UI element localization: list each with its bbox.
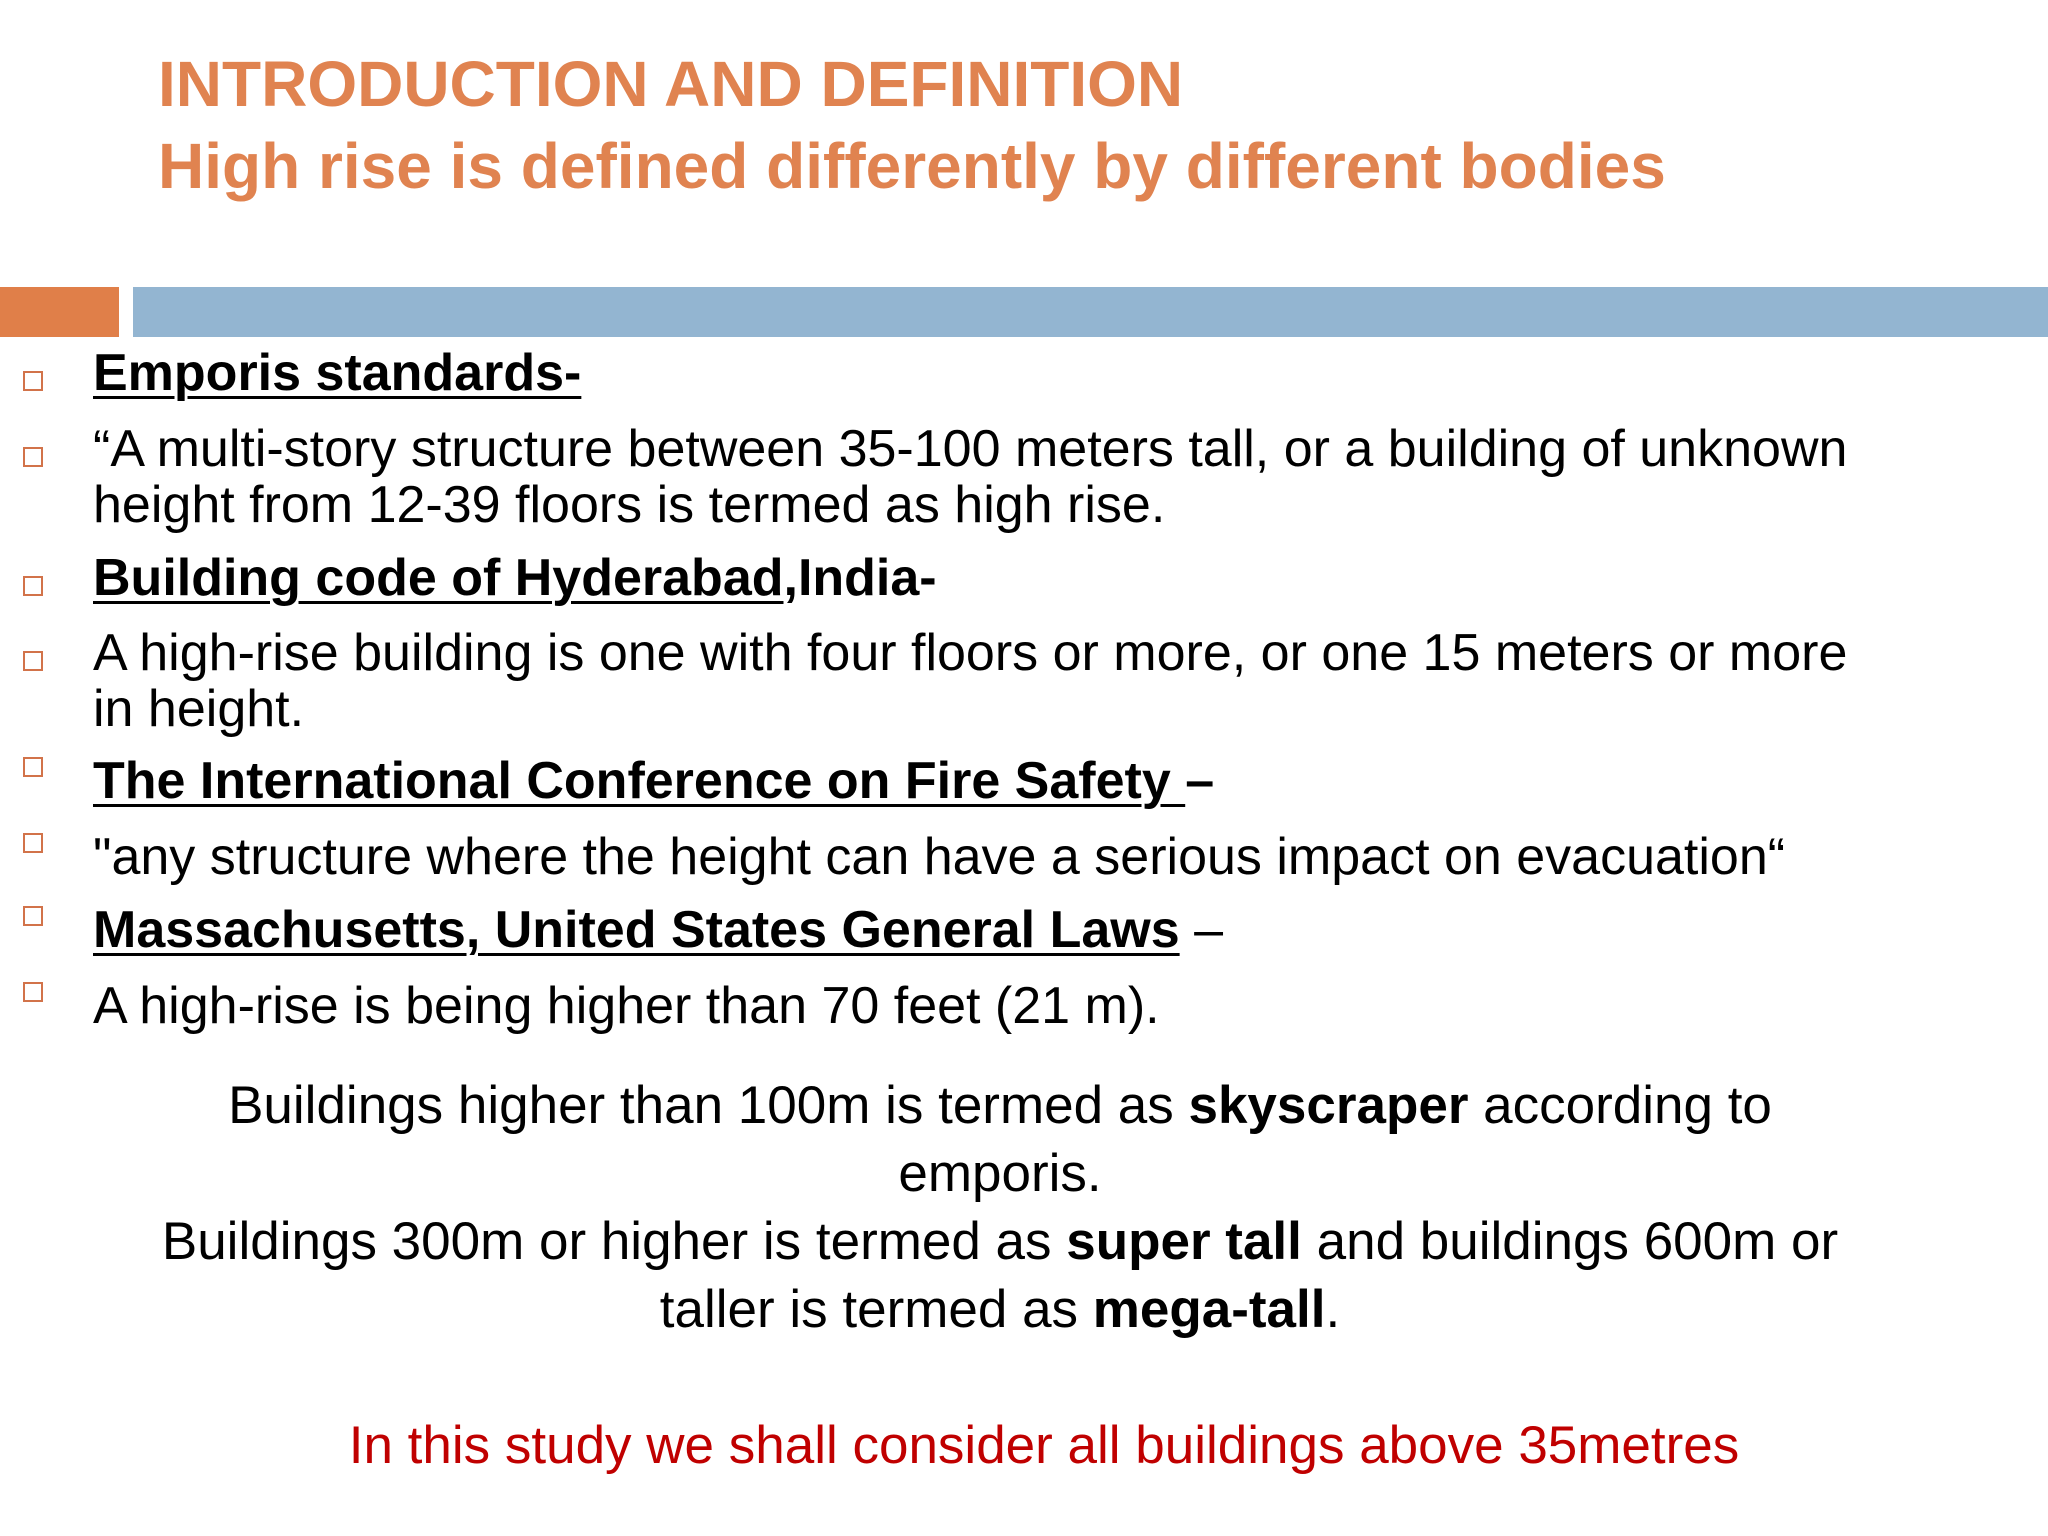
square-bullet-icon — [23, 371, 43, 391]
header-divider-bar — [133, 287, 2048, 337]
square-bullet-icon — [23, 833, 43, 853]
supertall-line2 — [0, 1276, 2000, 1344]
icfs-definition: "any structure where the height can have a serious impact on evacuation“ — [93, 828, 1786, 886]
square-bullet-icon — [23, 447, 43, 467]
emporis-definition — [93, 421, 2028, 533]
supertall-term: super tall — [1066, 1212, 1302, 1271]
icfs-heading — [93, 753, 2028, 809]
skyscraper-line1 — [0, 1072, 2000, 1140]
icfs-heading-suffix: – — [1185, 752, 1215, 810]
skyscraper-paragraph — [0, 1072, 2000, 1208]
megatall-term: mega-tall — [1092, 1280, 1326, 1339]
mass-definition: A high-rise is being higher than 70 feet (21 m). — [93, 977, 1160, 1035]
square-bullet-icon — [23, 982, 43, 1002]
mass-heading-suffix: – — [1179, 901, 1223, 959]
square-bullet-icon — [23, 576, 43, 596]
study-scope-note: In this study we shall consider all buildings above 35metres — [348, 1416, 1740, 1475]
emporis-definition-line1: “A multi-story structure between 35-100 meters tall, or a building of unknown — [93, 420, 1848, 478]
supertall-paragraph — [0, 1208, 2000, 1344]
square-bullet-icon — [23, 757, 43, 777]
slide-title: INTRODUCTION AND DEFINITION — [158, 48, 1184, 120]
supertall-text-b: and buildings 600m or — [1301, 1212, 1839, 1271]
hyderabad-heading — [93, 550, 2028, 606]
icfs-heading-text: The International Conference on Fire Safety — [93, 752, 1186, 810]
emporis-heading-text: Emporis standards- — [93, 344, 582, 402]
megatall-text-a: taller is termed as — [659, 1280, 1093, 1339]
skyscraper-term: skyscraper — [1188, 1076, 1469, 1135]
emporis-heading — [93, 345, 2028, 401]
skyscraper-text-a: Buildings higher than 100m is termed as — [228, 1076, 1189, 1135]
hyderabad-definition-line2: in height. — [93, 680, 305, 738]
megatall-text-b: . — [1325, 1280, 1341, 1339]
square-bullet-icon — [23, 651, 43, 671]
supertall-text-a: Buildings 300m or higher is termed as — [161, 1212, 1067, 1271]
skyscraper-text-b: according to — [1468, 1076, 1772, 1135]
square-bullet-icon — [23, 906, 43, 926]
hyderabad-heading-text: Building code of Hyderabad — [93, 549, 784, 607]
header-accent-bar — [0, 287, 119, 337]
emporis-definition-line2: height from 12-39 floors is termed as high rise. — [93, 476, 1166, 534]
hyderabad-definition-line1: A high-rise building is one with four floors or more, or one 15 meters or more — [93, 624, 1848, 682]
slide-subtitle: High rise is defined differently by different bodies — [158, 130, 1666, 202]
supertall-line1 — [0, 1208, 2000, 1276]
skyscraper-line2: emporis. — [898, 1144, 1102, 1203]
hyderabad-definition — [93, 625, 2028, 737]
mass-heading — [93, 902, 2028, 958]
mass-heading-text: Massachusetts, United States General Laws — [93, 901, 1180, 959]
hyderabad-heading-suffix: ,India- — [783, 549, 937, 607]
